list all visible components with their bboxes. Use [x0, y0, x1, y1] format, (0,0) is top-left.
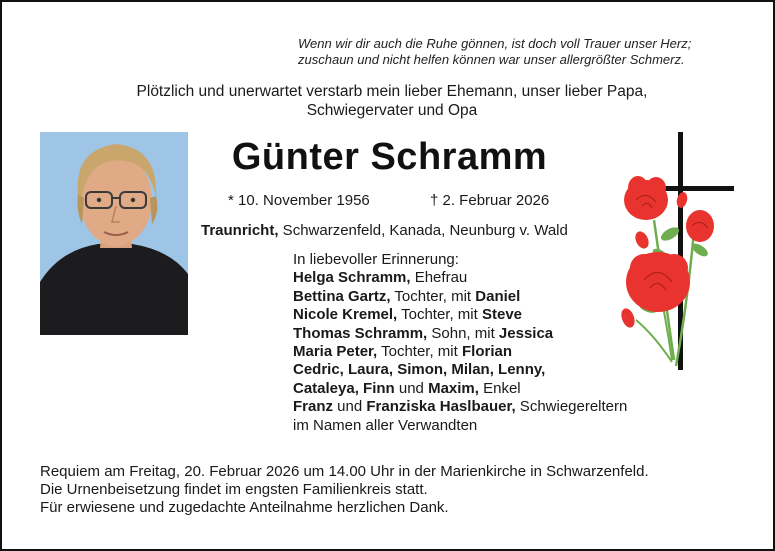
death-date: † 2. Februar 2026: [430, 192, 550, 209]
partner-name: Daniel: [475, 287, 521, 305]
grandchildren-names: Cedric, Laura, Simon, Milan, Lenny,: [293, 361, 546, 379]
closing-text: [40, 463, 760, 517]
conjunction: und: [333, 398, 367, 416]
conjunction: und: [394, 379, 429, 397]
poem: [298, 36, 758, 68]
family-row: im Namen aller Verwandten: [293, 416, 478, 434]
grandchildren-names: Cataleya, Finn: [293, 379, 395, 397]
family-row: [293, 398, 693, 416]
relation: Enkel: [478, 379, 521, 397]
relation: Schwiegereltern: [515, 398, 628, 416]
relation: Sohn, mit: [427, 324, 499, 342]
relative-name: Franziska Haslbauer,: [366, 398, 516, 416]
birth-date: * 10. November 1956: [228, 192, 370, 209]
relative-name: Nicole Kremel,: [293, 306, 398, 324]
portrait-photo: [40, 132, 188, 335]
places: [201, 222, 621, 239]
place-others: Schwarzenfeld, Kanada, Neunburg v. Wald: [278, 222, 568, 239]
poem-line-2: zuschaun und nicht helfen können war unser allergrößter Schmerz.: [298, 52, 685, 67]
relative-name: Thomas Schramm,: [293, 324, 428, 342]
intro-line-2: Schwiegervater und Opa: [306, 102, 478, 119]
partner-name: Steve: [481, 306, 523, 324]
thanks-line: Für erwiesene und zugedachte Anteilnahme herzlichen Dank.: [40, 499, 449, 516]
relative-name: Bettina Gartz,: [293, 287, 391, 305]
cross-with-roses-icon: [614, 130, 742, 378]
burial-info: Die Urnenbeisetzung findet im engsten Familienkreis statt.: [40, 481, 428, 498]
intro-text: [62, 82, 722, 120]
partner-name: Florian: [461, 343, 512, 361]
relation: Tochter, mit: [377, 343, 462, 361]
relative-name: Franz: [293, 398, 334, 416]
relation: Tochter, mit: [390, 287, 476, 305]
deceased-name: Günter Schramm: [231, 136, 548, 178]
relative-name: Helga Schramm,: [293, 269, 411, 287]
family-row: [293, 380, 693, 398]
poem-line-1: Wenn wir dir auch die Ruhe gönnen, ist doch voll Trauer unser Herz;: [298, 36, 692, 51]
family-heading: In liebevoller Erinnerung:: [293, 251, 459, 268]
relative-name: Maria Peter,: [293, 343, 378, 361]
place-primary: Traunricht,: [201, 222, 279, 239]
portrait-illustration: [40, 132, 188, 335]
relation: Ehefrau: [410, 269, 468, 287]
relation: Tochter, mit: [397, 306, 482, 324]
grandchildren-names: Maxim,: [428, 379, 479, 397]
partner-name: Jessica: [498, 324, 554, 342]
requiem-info: Requiem am Freitag, 20. Februar 2026 um 14.00 Uhr in der Marienkirche in Schwarzenfeld.: [40, 463, 649, 480]
intro-line-1: Plötzlich und unerwartet verstarb mein lieber Ehemann, unser lieber Papa,: [136, 83, 648, 100]
